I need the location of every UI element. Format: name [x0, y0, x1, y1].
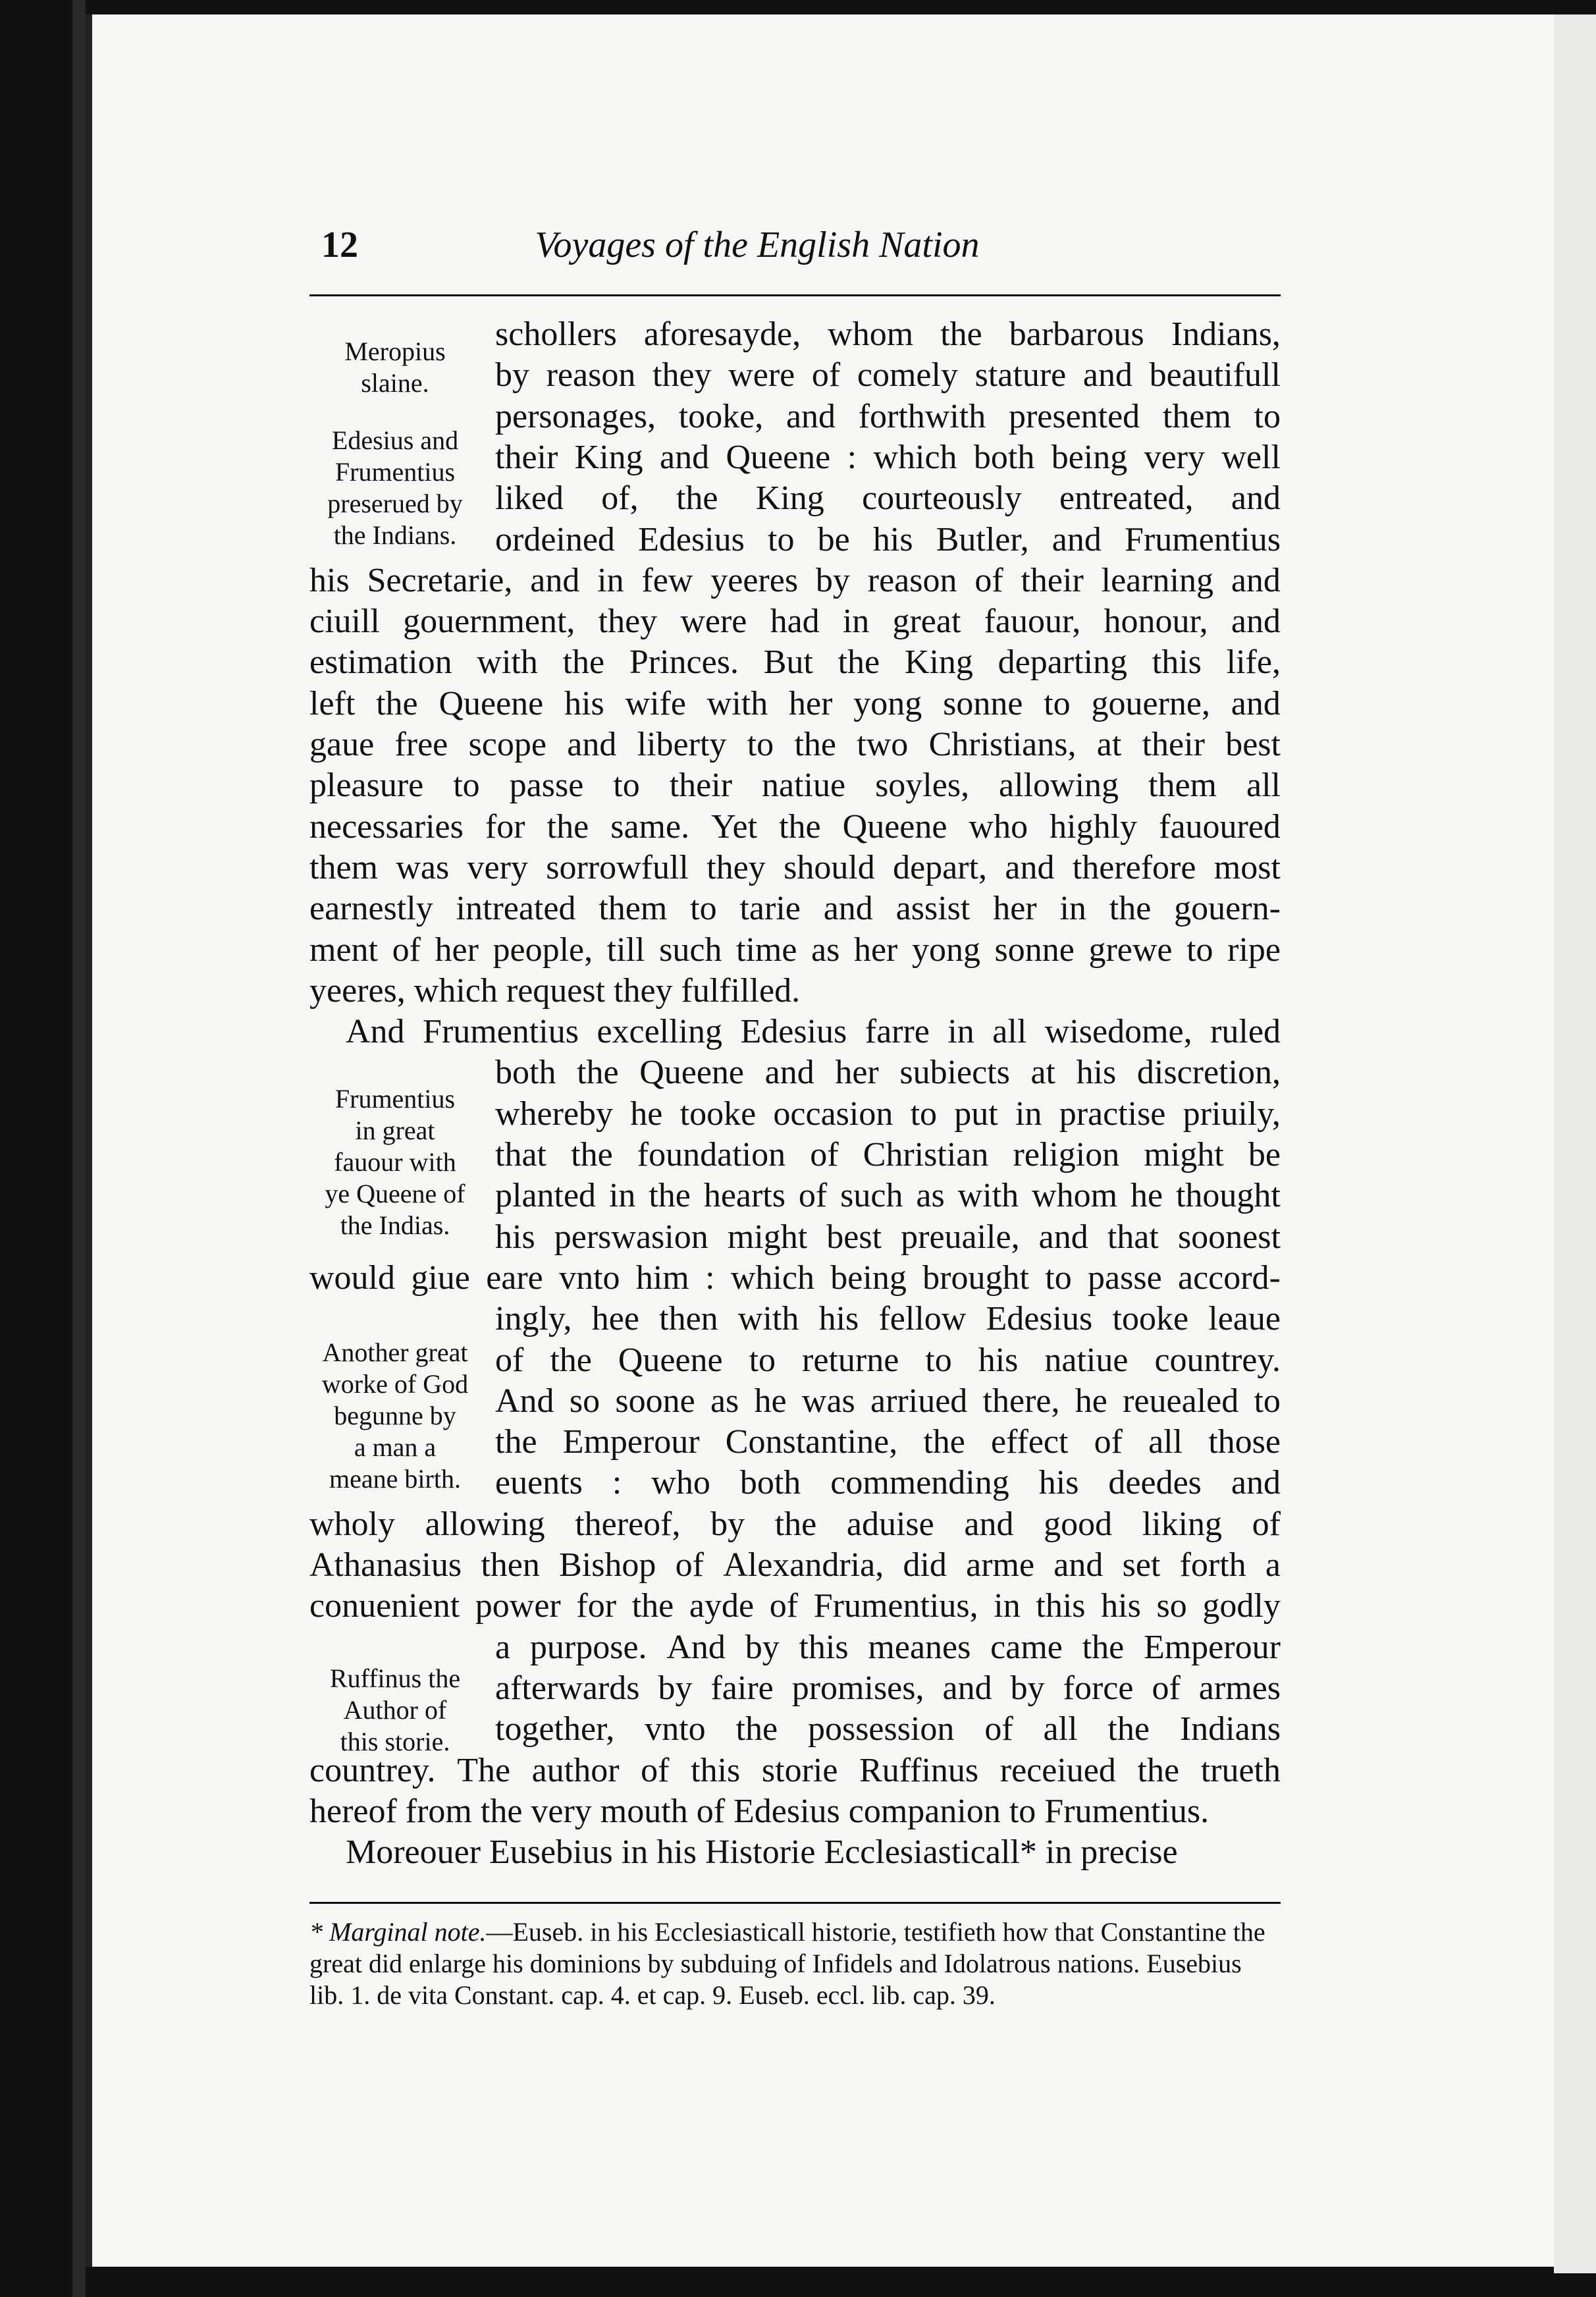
text-line: yeeres, which request they fulfilled. — [309, 971, 801, 1010]
text-line: ment of her people, till such time as her yong sonne grewe to ripe — [309, 931, 1281, 969]
footnote-label: * Marginal note. — [309, 1917, 487, 1947]
margin-note-line: in great — [355, 1116, 435, 1145]
text-line: hereof from the very mouth of Edesius companion to Frumentius. — [309, 1792, 1210, 1830]
text-line: his perswasion might best preuaile, and that soonest — [495, 1218, 1281, 1256]
margin-note-line: fauour with — [334, 1147, 456, 1177]
text-line: And so soone as he was arriued there, he reuealed to — [495, 1382, 1281, 1420]
text-line: them was very sorrowfull they should depart, and therefore most — [309, 848, 1281, 886]
text-line: afterwards by faire promises, and by force of armes — [495, 1669, 1281, 1707]
footnote-text: —Euseb. in his Ecclesiasticall historie, testifieth how that Constantine the great did enlarge his dominions by subduing of Infidels and Idolatrous nations. Eusebius lib. 1. de vita Constant. cap. 4. et cap. 9. Euseb. eccl. lib. cap. 39. — [309, 1917, 1265, 2010]
text-line: their King and Queene : which both being very well — [495, 438, 1281, 476]
margin-note-line: meane birth. — [329, 1464, 461, 1494]
margin-note-line: Ruffinus the — [329, 1663, 461, 1693]
margin-note-line: slaine. — [361, 368, 429, 398]
running-title: Voyages of the English Nation — [535, 225, 980, 265]
text-line: euents : who both commending his deedes and — [495, 1464, 1281, 1502]
text-line: together, vnto the possession of all the Indians — [495, 1710, 1281, 1748]
margin-note-line: Frumentius — [334, 1084, 456, 1114]
text-line: countrey. The author of this storie Ruffinus receiued the trueth — [309, 1751, 1281, 1789]
text-line: Moreouer Eusebius in his Historie Ecclesiasticall* in precise — [346, 1833, 1178, 1872]
margin-note-line: Frumentius — [334, 457, 456, 487]
margin-note-line: worke of God — [321, 1369, 469, 1399]
margin-note-line: preserued by — [327, 489, 463, 518]
text-line: ordeined Edesius to be his Butler, and Frumentius — [495, 520, 1281, 558]
text-line: whereby he tooke occasion to put in practise priuily, — [495, 1094, 1281, 1133]
text-line: of the Queene to returne to his natiue countrey. — [495, 1341, 1281, 1379]
text-line: schollers aforesayde, whom the barbarous Indians, — [495, 315, 1281, 353]
text-line: earnestly intreated them to tarie and assist her in the gouern- — [309, 890, 1281, 928]
footnote — [309, 1916, 1277, 2011]
margin-note-line: ye Queene of — [325, 1179, 466, 1208]
text-line: that the foundation of Christian religion might be — [495, 1136, 1281, 1174]
page-edge — [1554, 14, 1596, 2273]
text-line: a purpose. And by this meanes came the Emperour — [495, 1628, 1281, 1666]
book-spine — [72, 0, 86, 2297]
text-line: by reason they were of comely stature and beautifull — [495, 356, 1281, 394]
margin-note-line: begunne by — [334, 1401, 456, 1430]
margin-note-line: Author of — [343, 1695, 447, 1725]
footnote-rule — [309, 1902, 1281, 1904]
text-line: And Frumentius excelling Edesius farre in all wisedome, ruled — [346, 1013, 1281, 1051]
margin-note — [309, 1083, 481, 1241]
text-line: left the Queene his wife with her yong sonne to gouerne, and — [309, 684, 1281, 722]
margin-note — [309, 425, 481, 551]
text-line: estimation with the Princes. But the King departing this life, — [309, 643, 1281, 682]
margin-note-line: Another great — [322, 1338, 468, 1367]
text-line: his Secretarie, and in few yeeres by reason of their learning and — [309, 561, 1281, 599]
text-line: necessaries for the same. Yet the Queene who highly fauoured — [309, 807, 1281, 846]
text-line: planted in the hearts of such as with whom he thought — [495, 1177, 1281, 1215]
text-line: liked of, the King courteously entreated, and — [495, 479, 1281, 518]
text-line: the Emperour Constantine, the effect of all those — [495, 1423, 1281, 1461]
text-line: Athanasius then Bishop of Alexandria, did arme and set forth a — [309, 1546, 1281, 1584]
margin-note-line: Meropius — [344, 337, 446, 366]
text-line: ciuill gouernment, they were had in great fauour, honour, and — [309, 603, 1281, 641]
margin-note-line: Edesius and — [331, 425, 459, 455]
text-line: conuenient power for the ayde of Frumentius, in this his so godly — [309, 1587, 1281, 1625]
margin-note-line: the Indians. — [333, 520, 457, 550]
text-line: both the Queene and her subiects at his discretion, — [495, 1054, 1281, 1092]
text-line: gaue free scope and liberty to the two Christians, at their best — [309, 726, 1281, 763]
margin-note — [309, 1663, 481, 1758]
text-line: personages, tooke, and forthwith presented them to — [495, 397, 1281, 435]
margin-note — [309, 1337, 481, 1495]
text-line: wholy allowing thereof, by the aduise and good liking of — [309, 1505, 1281, 1543]
page-number: 12 — [321, 225, 358, 265]
text-line: would giue eare vnto him : which being brought to passe accord- — [309, 1258, 1281, 1297]
margin-note-line: the Indias. — [340, 1210, 450, 1240]
margin-note-line: this storie. — [340, 1727, 450, 1756]
text-line: pleasure to passe to their natiue soyles, allowing them all — [309, 767, 1281, 805]
margin-note — [309, 336, 481, 399]
margin-note-line: a man a — [354, 1432, 437, 1462]
page-header — [230, 224, 1284, 283]
header-rule — [309, 294, 1281, 296]
text-line: ingly, hee then with his fellow Edesius tooke leaue — [495, 1300, 1281, 1338]
